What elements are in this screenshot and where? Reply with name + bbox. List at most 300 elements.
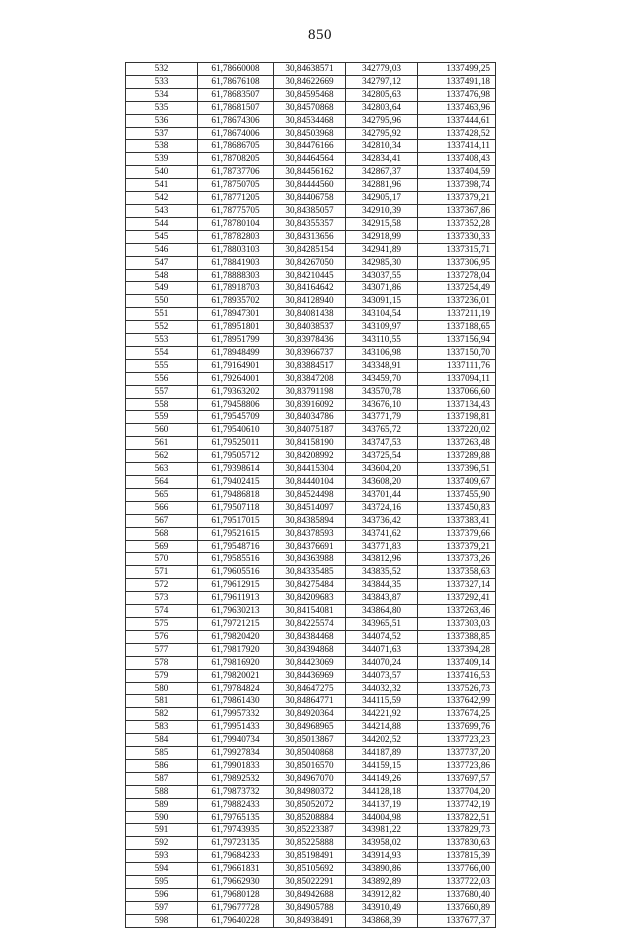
coord-y-cell: 1337150,70 <box>418 346 496 359</box>
point-number-cell: 592 <box>126 837 198 850</box>
latitude-cell: 61,79743935 <box>198 824 274 837</box>
table-row <box>126 166 496 179</box>
table-row <box>126 682 496 695</box>
latitude-cell: 61,79723135 <box>198 837 274 850</box>
longitude-cell: 30,84415304 <box>274 463 346 476</box>
point-number-cell: 597 <box>126 901 198 914</box>
latitude-cell: 61,78888303 <box>198 269 274 282</box>
point-number-cell: 537 <box>126 127 198 140</box>
coord-y-cell: 1337463,96 <box>418 101 496 114</box>
longitude-cell: 30,84647275 <box>274 682 346 695</box>
point-number-cell: 534 <box>126 88 198 101</box>
point-number-cell: 543 <box>126 204 198 217</box>
longitude-cell: 30,84376691 <box>274 540 346 553</box>
latitude-cell: 61,79505712 <box>198 450 274 463</box>
coord-x-cell: 344070,24 <box>346 656 418 669</box>
longitude-cell: 30,84980372 <box>274 785 346 798</box>
longitude-cell: 30,84378593 <box>274 527 346 540</box>
point-number-cell: 582 <box>126 708 198 721</box>
coord-x-cell: 344187,89 <box>346 747 418 760</box>
longitude-cell: 30,84225574 <box>274 617 346 630</box>
coord-y-cell: 1337111,76 <box>418 359 496 372</box>
longitude-cell: 30,83978436 <box>274 334 346 347</box>
latitude-cell: 61,79507118 <box>198 501 274 514</box>
point-number-cell: 578 <box>126 656 198 669</box>
point-number-cell: 570 <box>126 553 198 566</box>
table-row <box>126 411 496 424</box>
coord-x-cell: 343747,53 <box>346 437 418 450</box>
table-row <box>126 346 496 359</box>
coord-y-cell: 1337642,99 <box>418 695 496 708</box>
coord-x-cell: 343091,15 <box>346 295 418 308</box>
latitude-cell: 61,79264001 <box>198 372 274 385</box>
coord-y-cell: 1337723,23 <box>418 734 496 747</box>
table-row <box>126 579 496 592</box>
coord-y-cell: 1337263,46 <box>418 605 496 618</box>
coordinates-table-body <box>126 63 496 928</box>
point-number-cell: 545 <box>126 230 198 243</box>
coord-y-cell: 1337330,33 <box>418 230 496 243</box>
longitude-cell: 30,85016570 <box>274 759 346 772</box>
longitude-cell: 30,84464564 <box>274 153 346 166</box>
point-number-cell: 559 <box>126 411 198 424</box>
coord-x-cell: 344137,19 <box>346 798 418 811</box>
table-row <box>126 785 496 798</box>
longitude-cell: 30,85040868 <box>274 747 346 760</box>
table-row <box>126 721 496 734</box>
point-number-cell: 556 <box>126 372 198 385</box>
coord-x-cell: 343892,89 <box>346 876 418 889</box>
coord-x-cell: 343914,93 <box>346 850 418 863</box>
table-row <box>126 488 496 501</box>
coord-x-cell: 343890,86 <box>346 863 418 876</box>
coord-y-cell: 1337398,74 <box>418 179 496 192</box>
longitude-cell: 30,84920364 <box>274 708 346 721</box>
point-number-cell: 549 <box>126 282 198 295</box>
latitude-cell: 61,79892532 <box>198 772 274 785</box>
table-row <box>126 269 496 282</box>
coord-x-cell: 342905,17 <box>346 192 418 205</box>
coord-y-cell: 1337829,73 <box>418 824 496 837</box>
point-number-cell: 558 <box>126 398 198 411</box>
latitude-cell: 61,79486818 <box>198 488 274 501</box>
latitude-cell: 61,79882433 <box>198 798 274 811</box>
point-number-cell: 579 <box>126 669 198 682</box>
latitude-cell: 61,79820420 <box>198 630 274 643</box>
coord-x-cell: 342797,12 <box>346 75 418 88</box>
latitude-cell: 61,79684233 <box>198 850 274 863</box>
point-number-cell: 594 <box>126 863 198 876</box>
table-row <box>126 192 496 205</box>
longitude-cell: 30,84385057 <box>274 204 346 217</box>
table-row <box>126 643 496 656</box>
coord-y-cell: 1337455,90 <box>418 488 496 501</box>
point-number-cell: 569 <box>126 540 198 553</box>
coord-x-cell: 343037,55 <box>346 269 418 282</box>
longitude-cell: 30,84524498 <box>274 488 346 501</box>
latitude-cell: 61,79545709 <box>198 411 274 424</box>
coord-y-cell: 1337263,48 <box>418 437 496 450</box>
coord-x-cell: 342779,03 <box>346 63 418 76</box>
coord-x-cell: 343608,20 <box>346 476 418 489</box>
longitude-cell: 30,85208884 <box>274 811 346 824</box>
table-row <box>126 295 496 308</box>
coord-y-cell: 1337236,01 <box>418 295 496 308</box>
coord-y-cell: 1337367,86 <box>418 204 496 217</box>
coord-x-cell: 343765,72 <box>346 424 418 437</box>
coord-x-cell: 342803,64 <box>346 101 418 114</box>
coord-x-cell: 342795,92 <box>346 127 418 140</box>
latitude-cell: 61,78948499 <box>198 346 274 359</box>
point-number-cell: 557 <box>126 385 198 398</box>
table-row <box>126 759 496 772</box>
point-number-cell: 563 <box>126 463 198 476</box>
coord-y-cell: 1337404,59 <box>418 166 496 179</box>
latitude-cell: 61,79677728 <box>198 901 274 914</box>
coord-y-cell: 1337660,89 <box>418 901 496 914</box>
coord-x-cell: 342941,89 <box>346 243 418 256</box>
point-number-cell: 589 <box>126 798 198 811</box>
latitude-cell: 61,79927834 <box>198 747 274 760</box>
table-row <box>126 372 496 385</box>
coord-y-cell: 1337198,81 <box>418 411 496 424</box>
coord-y-cell: 1337094,11 <box>418 372 496 385</box>
longitude-cell: 30,84038537 <box>274 321 346 334</box>
coord-x-cell: 343844,35 <box>346 579 418 592</box>
table-row <box>126 734 496 747</box>
table-row <box>126 282 496 295</box>
latitude-cell: 61,79402415 <box>198 476 274 489</box>
latitude-cell: 61,79398614 <box>198 463 274 476</box>
coord-y-cell: 1337766,00 <box>418 863 496 876</box>
table-row <box>126 656 496 669</box>
longitude-cell: 30,84164642 <box>274 282 346 295</box>
point-number-cell: 536 <box>126 114 198 127</box>
coord-y-cell: 1337303,03 <box>418 617 496 630</box>
latitude-cell: 61,79630213 <box>198 605 274 618</box>
longitude-cell: 30,84406758 <box>274 192 346 205</box>
point-number-cell: 533 <box>126 75 198 88</box>
latitude-cell: 61,78935702 <box>198 295 274 308</box>
point-number-cell: 590 <box>126 811 198 824</box>
table-row <box>126 88 496 101</box>
point-number-cell: 542 <box>126 192 198 205</box>
page-number: 850 <box>308 27 332 43</box>
point-number-cell: 547 <box>126 256 198 269</box>
coord-y-cell: 1337188,65 <box>418 321 496 334</box>
table-row <box>126 359 496 372</box>
longitude-cell: 30,83916092 <box>274 398 346 411</box>
latitude-cell: 61,78681507 <box>198 101 274 114</box>
coord-y-cell: 1337254,49 <box>418 282 496 295</box>
coord-y-cell: 1337677,37 <box>418 914 496 927</box>
coord-y-cell: 1337408,43 <box>418 153 496 166</box>
coord-y-cell: 1337830,63 <box>418 837 496 850</box>
table-row <box>126 140 496 153</box>
latitude-cell: 61,79861430 <box>198 695 274 708</box>
coord-x-cell: 343958,02 <box>346 837 418 850</box>
point-number-cell: 535 <box>126 101 198 114</box>
point-number-cell: 596 <box>126 889 198 902</box>
longitude-cell: 30,84436969 <box>274 669 346 682</box>
coord-y-cell: 1337409,67 <box>418 476 496 489</box>
coord-y-cell: 1337134,43 <box>418 398 496 411</box>
coord-x-cell: 342834,41 <box>346 153 418 166</box>
table-row <box>126 669 496 682</box>
longitude-cell: 30,84476166 <box>274 140 346 153</box>
point-number-cell: 581 <box>126 695 198 708</box>
longitude-cell: 30,84938491 <box>274 914 346 927</box>
coord-y-cell: 1337066,60 <box>418 385 496 398</box>
latitude-cell: 61,78841903 <box>198 256 274 269</box>
coord-y-cell: 1337723,86 <box>418 759 496 772</box>
longitude-cell: 30,84968965 <box>274 721 346 734</box>
point-number-cell: 580 <box>126 682 198 695</box>
coord-x-cell: 344214,88 <box>346 721 418 734</box>
table-row <box>126 889 496 902</box>
coord-y-cell: 1337396,51 <box>418 463 496 476</box>
coord-x-cell: 342910,39 <box>346 204 418 217</box>
latitude-cell: 61,78782803 <box>198 230 274 243</box>
coord-y-cell: 1337491,18 <box>418 75 496 88</box>
table-row <box>126 230 496 243</box>
coord-y-cell: 1337211,19 <box>418 308 496 321</box>
table-row <box>126 617 496 630</box>
coord-y-cell: 1337680,40 <box>418 889 496 902</box>
table-row <box>126 708 496 721</box>
latitude-cell: 61,79517015 <box>198 514 274 527</box>
table-row <box>126 256 496 269</box>
latitude-cell: 61,78674306 <box>198 114 274 127</box>
longitude-cell: 30,84385894 <box>274 514 346 527</box>
longitude-cell: 30,85223387 <box>274 824 346 837</box>
point-number-cell: 584 <box>126 734 198 747</box>
longitude-cell: 30,84285154 <box>274 243 346 256</box>
latitude-cell: 61,78660008 <box>198 63 274 76</box>
longitude-cell: 30,84905788 <box>274 901 346 914</box>
coord-x-cell: 343912,82 <box>346 889 418 902</box>
latitude-cell: 61,79458806 <box>198 398 274 411</box>
coord-x-cell: 343843,87 <box>346 592 418 605</box>
longitude-cell: 30,84209683 <box>274 592 346 605</box>
point-number-cell: 574 <box>126 605 198 618</box>
table-row <box>126 772 496 785</box>
coord-x-cell: 343348,91 <box>346 359 418 372</box>
longitude-cell: 30,85052072 <box>274 798 346 811</box>
latitude-cell: 61,78775705 <box>198 204 274 217</box>
latitude-cell: 61,79873732 <box>198 785 274 798</box>
longitude-cell: 30,84444560 <box>274 179 346 192</box>
latitude-cell: 61,79525011 <box>198 437 274 450</box>
table-row <box>126 798 496 811</box>
point-number-cell: 555 <box>126 359 198 372</box>
latitude-cell: 61,78737706 <box>198 166 274 179</box>
coord-x-cell: 344074,52 <box>346 630 418 643</box>
coord-y-cell: 1337444,61 <box>418 114 496 127</box>
coord-y-cell: 1337379,21 <box>418 540 496 553</box>
table-row <box>126 695 496 708</box>
latitude-cell: 61,78947301 <box>198 308 274 321</box>
table-row <box>126 63 496 76</box>
latitude-cell: 61,79817920 <box>198 643 274 656</box>
latitude-cell: 61,79661831 <box>198 863 274 876</box>
table-row <box>126 811 496 824</box>
point-number-cell: 585 <box>126 747 198 760</box>
point-number-cell: 540 <box>126 166 198 179</box>
point-number-cell: 577 <box>126 643 198 656</box>
table-row <box>126 527 496 540</box>
coord-x-cell: 344202,52 <box>346 734 418 747</box>
longitude-cell: 30,84384468 <box>274 630 346 643</box>
point-number-cell: 538 <box>126 140 198 153</box>
coord-x-cell: 344032,32 <box>346 682 418 695</box>
point-number-cell: 564 <box>126 476 198 489</box>
coord-x-cell: 343981,22 <box>346 824 418 837</box>
longitude-cell: 30,84154081 <box>274 605 346 618</box>
longitude-cell: 30,84208992 <box>274 450 346 463</box>
latitude-cell: 61,78918703 <box>198 282 274 295</box>
point-number-cell: 546 <box>126 243 198 256</box>
coord-y-cell: 1337220,02 <box>418 424 496 437</box>
point-number-cell: 595 <box>126 876 198 889</box>
longitude-cell: 30,84595468 <box>274 88 346 101</box>
table-row <box>126 217 496 230</box>
coord-x-cell: 343724,16 <box>346 501 418 514</box>
coord-x-cell: 342810,34 <box>346 140 418 153</box>
longitude-cell: 30,84423069 <box>274 656 346 669</box>
longitude-cell: 30,84075187 <box>274 424 346 437</box>
longitude-cell: 30,85105692 <box>274 863 346 876</box>
coord-x-cell: 343965,51 <box>346 617 418 630</box>
coord-x-cell: 343701,44 <box>346 488 418 501</box>
latitude-cell: 61,78951799 <box>198 334 274 347</box>
coordinates-table <box>125 62 496 928</box>
latitude-cell: 61,78708205 <box>198 153 274 166</box>
longitude-cell: 30,84864771 <box>274 695 346 708</box>
longitude-cell: 30,84514097 <box>274 501 346 514</box>
point-number-cell: 532 <box>126 63 198 76</box>
coord-y-cell: 1337409,14 <box>418 656 496 669</box>
coord-x-cell: 343736,42 <box>346 514 418 527</box>
table-row <box>126 837 496 850</box>
table-row <box>126 824 496 837</box>
table-row <box>126 630 496 643</box>
coord-y-cell: 1337292,41 <box>418 592 496 605</box>
table-row <box>126 463 496 476</box>
table-row <box>126 450 496 463</box>
coord-y-cell: 1337327,14 <box>418 579 496 592</box>
latitude-cell: 61,78686705 <box>198 140 274 153</box>
latitude-cell: 61,78803103 <box>198 243 274 256</box>
point-number-cell: 539 <box>126 153 198 166</box>
coord-x-cell: 344221,92 <box>346 708 418 721</box>
latitude-cell: 61,79951433 <box>198 721 274 734</box>
latitude-cell: 61,79957332 <box>198 708 274 721</box>
coord-y-cell: 1337428,52 <box>418 127 496 140</box>
coord-x-cell: 343864,80 <box>346 605 418 618</box>
latitude-cell: 61,79721215 <box>198 617 274 630</box>
coord-x-cell: 343725,54 <box>346 450 418 463</box>
coord-x-cell: 343676,10 <box>346 398 418 411</box>
latitude-cell: 61,79585516 <box>198 553 274 566</box>
longitude-cell: 30,84440104 <box>274 476 346 489</box>
coord-x-cell: 343771,83 <box>346 540 418 553</box>
coord-x-cell: 343835,52 <box>346 566 418 579</box>
latitude-cell: 61,78771205 <box>198 192 274 205</box>
coord-y-cell: 1337278,04 <box>418 269 496 282</box>
coord-x-cell: 344159,15 <box>346 759 418 772</box>
latitude-cell: 61,78951801 <box>198 321 274 334</box>
point-number-cell: 583 <box>126 721 198 734</box>
point-number-cell: 548 <box>126 269 198 282</box>
longitude-cell: 30,84456162 <box>274 166 346 179</box>
table-row <box>126 592 496 605</box>
point-number-cell: 554 <box>126 346 198 359</box>
coord-y-cell: 1337450,83 <box>418 501 496 514</box>
latitude-cell: 61,79680128 <box>198 889 274 902</box>
point-number-cell: 591 <box>126 824 198 837</box>
table-row <box>126 914 496 927</box>
longitude-cell: 30,83847208 <box>274 372 346 385</box>
point-number-cell: 562 <box>126 450 198 463</box>
coord-y-cell: 1337737,20 <box>418 747 496 760</box>
coord-y-cell: 1337499,25 <box>418 63 496 76</box>
point-number-cell: 576 <box>126 630 198 643</box>
coord-x-cell: 343604,20 <box>346 463 418 476</box>
table-row <box>126 101 496 114</box>
longitude-cell: 30,84363988 <box>274 553 346 566</box>
table-row <box>126 514 496 527</box>
longitude-cell: 30,84570868 <box>274 101 346 114</box>
coord-y-cell: 1337358,63 <box>418 566 496 579</box>
latitude-cell: 61,78674006 <box>198 127 274 140</box>
longitude-cell: 30,83966737 <box>274 346 346 359</box>
table-row <box>126 876 496 889</box>
longitude-cell: 30,84034786 <box>274 411 346 424</box>
latitude-cell: 61,78683507 <box>198 88 274 101</box>
coord-x-cell: 343104,54 <box>346 308 418 321</box>
table-row <box>126 334 496 347</box>
longitude-cell: 30,84534468 <box>274 114 346 127</box>
longitude-cell: 30,84355357 <box>274 217 346 230</box>
longitude-cell: 30,84622669 <box>274 75 346 88</box>
coord-x-cell: 343459,70 <box>346 372 418 385</box>
coord-x-cell: 343868,39 <box>346 914 418 927</box>
table-row <box>126 308 496 321</box>
coord-y-cell: 1337526,73 <box>418 682 496 695</box>
longitude-cell: 30,84158190 <box>274 437 346 450</box>
table-row <box>126 863 496 876</box>
point-number-cell: 541 <box>126 179 198 192</box>
coord-x-cell: 344004,98 <box>346 811 418 824</box>
longitude-cell: 30,84267050 <box>274 256 346 269</box>
point-number-cell: 573 <box>126 592 198 605</box>
point-number-cell: 567 <box>126 514 198 527</box>
coord-y-cell: 1337388,85 <box>418 630 496 643</box>
latitude-cell: 61,79662930 <box>198 876 274 889</box>
latitude-cell: 61,79784824 <box>198 682 274 695</box>
coord-y-cell: 1337306,95 <box>418 256 496 269</box>
point-number-cell: 571 <box>126 566 198 579</box>
longitude-cell: 30,85022291 <box>274 876 346 889</box>
table-row <box>126 901 496 914</box>
table-row <box>126 398 496 411</box>
coord-y-cell: 1337379,66 <box>418 527 496 540</box>
longitude-cell: 30,84081438 <box>274 308 346 321</box>
point-number-cell: 550 <box>126 295 198 308</box>
coord-y-cell: 1337674,25 <box>418 708 496 721</box>
latitude-cell: 61,79820021 <box>198 669 274 682</box>
